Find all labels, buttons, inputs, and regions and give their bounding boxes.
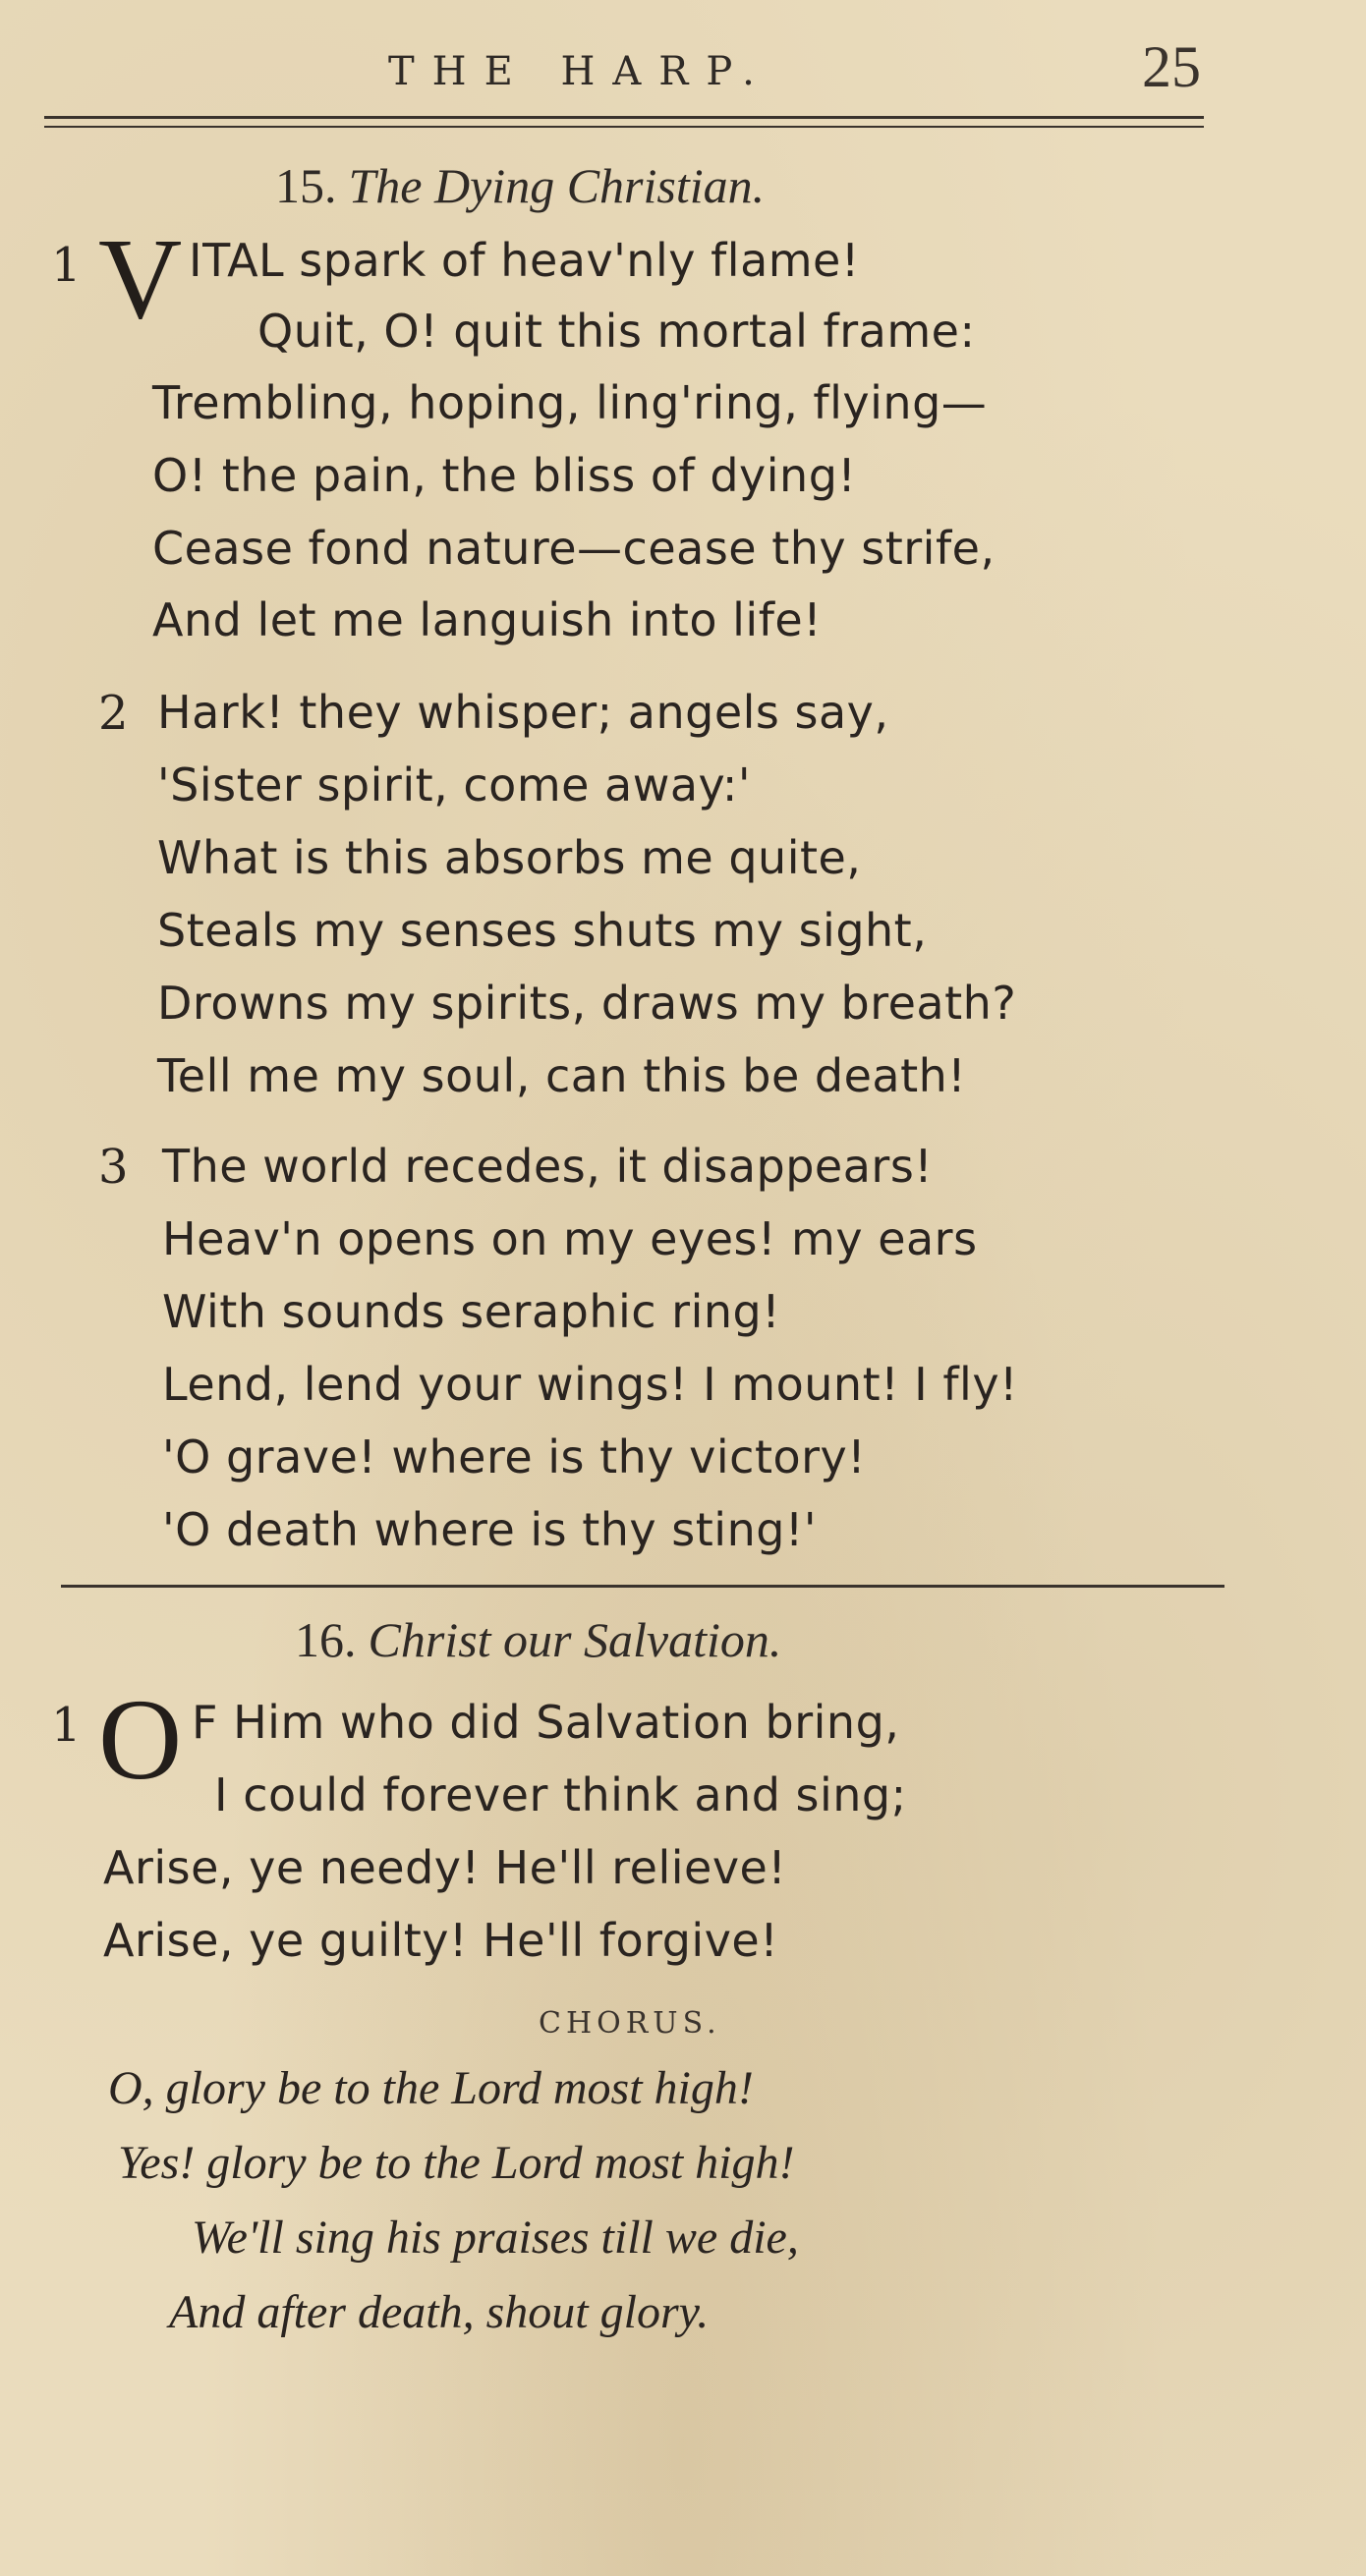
verse-number: 3 [98,1140,129,1195]
header-rule [44,116,1204,119]
hymn-title [295,1611,781,1668]
drop-cap: V [98,214,183,343]
verse-line: Steals my senses shuts my sight, [157,904,928,957]
verse-line: F Him who did Salvation bring, [192,1696,900,1749]
verse-line: Arise, ye needy! He'll relieve! [103,1841,787,1894]
verse-line: Lend, lend your wings! I mount! I fly! [162,1358,1018,1411]
verse-line: 'O death where is thy sting!' [162,1503,818,1556]
chorus-line: Yes! glory be to the Lord most high! [118,2137,795,2189]
verse-line: Heav'n opens on my eyes! my ears [162,1212,978,1265]
verse-number: 2 [98,686,129,741]
verse-line: With sounds seraphic ring! [162,1285,781,1338]
running-head: THE HARP. [388,49,772,94]
verse-line: 'O grave! where is thy victory! [162,1430,867,1484]
page-number: 25 [1142,34,1201,99]
verse-line: Arise, ye guilty! He'll forgive! [103,1914,779,1967]
header-rule-secondary [44,126,1204,128]
hymn-number: 16. [295,1612,357,1667]
verse-line: ITAL spark of heav'nly flame! [189,234,860,287]
verse-line: Hark! they whisper; angels say, [157,686,889,739]
verse-line: Tell me my soul, can this be death! [157,1049,967,1102]
verse-number: 1 [51,1698,82,1753]
verse-line: 'Sister spirit, come away:' [157,758,752,812]
verse-line: O! the pain, the bliss of dying! [152,449,857,502]
chorus-label: CHORUS. [539,2006,721,2041]
verse-line: And let me languish into life! [152,593,823,646]
drop-cap: O [98,1675,183,1804]
hymn-divider [61,1585,1224,1588]
verse-line: I could forever think and sing; [214,1768,907,1821]
chorus-line: O, glory be to the Lord most high! [108,2062,754,2114]
verse-line: Trembling, hoping, ling'ring, flying— [152,376,988,429]
chorus-line: And after death, shout glory. [169,2286,710,2338]
verse-line: The world recedes, it disappears! [162,1140,934,1193]
verse-line: What is this absorbs me quite, [157,831,862,884]
verse-line: Drowns my spirits, draws my breath? [157,977,1017,1030]
hymn-title-text: Christ our Salvation. [368,1612,782,1667]
chorus-line: We'll sing his praises till we die, [192,2212,799,2264]
hymn-title [275,157,765,214]
verse-number: 1 [51,238,82,293]
hymn-title-text: The Dying Christian. [348,158,766,213]
verse-line: Quit, O! quit this mortal frame: [257,305,976,358]
hymn-number: 15. [275,158,337,213]
verse-line: Cease fond nature—cease thy strife, [152,522,996,575]
